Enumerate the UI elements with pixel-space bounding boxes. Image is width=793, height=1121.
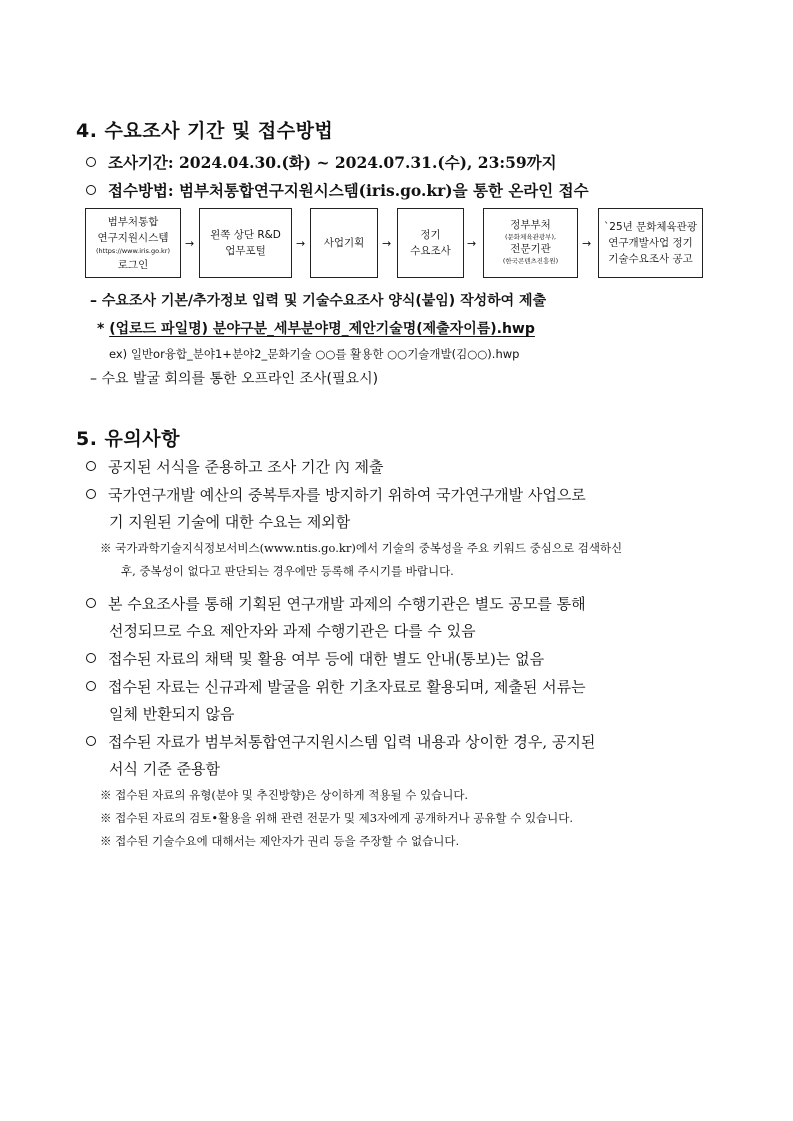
circle-bullet-icon	[86, 461, 96, 471]
notice-item-continued: 일체 반환되지 않음	[109, 705, 235, 723]
notice-item: 본 수요조사를 통해 기획된 연구개발 과제의 수행기관은 별도 공모를 통해	[86, 593, 586, 614]
arrow-right-icon: →	[185, 237, 195, 250]
flow-step-login: 범부처통합 연구지원시스템 (https://www.iris.go.kr) 로그인	[85, 208, 181, 278]
circle-bullet-icon	[86, 681, 96, 691]
circle-bullet-icon	[86, 736, 96, 746]
flow-step-survey: 정기 수요조사	[397, 208, 464, 278]
circle-bullet-icon	[86, 653, 96, 663]
flow-step-announcement: `25년 문화체육관광 연구개발사업 정기 기술수요조사 공고	[598, 208, 703, 278]
flow-step-agency: 정부부처 (문화체육관광부), 전문기관 (한국콘텐츠진흥원)	[483, 208, 578, 278]
notice-item-continued: 기 지원된 기술에 대한 수요는 제외함	[109, 513, 351, 531]
upload-filename: (업로드 파일명) 분야구분_세부분야명_제안기술명(제출자이름).hwp	[109, 321, 535, 337]
offline-survey-line: – 수요 발굴 회의를 통한 오프라인 조사(필요시)	[90, 371, 379, 387]
note-item: ※ 접수된 기술수요에 대해서는 제안자가 권리 등을 주장할 수 없습니다.	[100, 834, 460, 848]
arrow-right-icon: →	[467, 237, 477, 250]
submission-instruction: – 수요조사 기본/추가정보 입력 및 기술수요조사 양식(붙임) 작성하여 제출	[90, 293, 547, 309]
note-ntis: ※ 국가과학기술지식정보서비스(www.ntis.go.kr)에서 기술의 중복성을 주요 키워드 중심으로 검색하신	[100, 541, 623, 555]
upload-filename-line	[97, 318, 535, 338]
notice-item-continued: 선정되므로 수요 제안자와 과제 수행기관은 다를 수 있음	[109, 622, 476, 640]
asterisk-mark: *	[97, 321, 105, 337]
section4-title: 4. 수요조사 기간 및 접수방법	[76, 120, 334, 142]
notice-item: 국가연구개발 예산의 중복투자를 방지하기 위하여 국가연구개발 사업으로	[86, 484, 586, 505]
method-line	[86, 179, 589, 201]
filename-example: ex) 일반or융합_분야1+분야2_문화기술 ○○를 활용한 ○○기술개발(김○○).hwp	[109, 347, 520, 361]
notice-item: 접수된 자료가 범부처통합연구지원시스템 입력 내용과 상이한 경우, 공지된	[86, 731, 595, 752]
note-item: ※ 접수된 자료의 검토•활용을 위해 관련 전문가 및 제3자에게 공개하거나 공유할 수 있습니다.	[100, 811, 574, 825]
arrow-right-icon: →	[382, 237, 392, 250]
arrow-right-icon: →	[582, 237, 592, 250]
notice-item: 접수된 자료는 신규과제 발굴을 위한 기초자료로 활용되며, 제출된 서류는	[86, 676, 586, 697]
circle-bullet-icon	[86, 489, 96, 499]
circle-bullet-icon	[86, 157, 96, 167]
note-item: ※ 접수된 자료의 유형(분야 및 추진방향)은 상이하게 적용될 수 있습니다.	[100, 788, 469, 802]
arrow-right-icon: →	[296, 237, 306, 250]
circle-bullet-icon	[86, 598, 96, 608]
circle-bullet-icon	[86, 185, 96, 195]
note-ntis-continued: 후, 중복성이 없다고 판단되는 경우에만 등록해 주시기를 바랍니다.	[121, 564, 454, 578]
notice-item: 공지된 서식을 준용하고 조사 기간 內 제출	[86, 456, 383, 477]
flow-step-portal: 왼쪽 상단 R&D 업무포털	[199, 208, 292, 278]
notice-item-continued: 서식 기준 준용함	[109, 760, 220, 778]
method-text: 접수방법: 범부처통합연구지원시스템(iris.go.kr)을 통한 온라인 접수	[108, 181, 589, 200]
flow-step-planning: 사업기획	[310, 208, 378, 278]
section5-title: 5. 유의사항	[76, 428, 180, 450]
notice-item: 접수된 자료의 채택 및 활용 여부 등에 대한 별도 안내(통보)는 없음	[86, 648, 544, 669]
period-line	[86, 151, 557, 173]
period-text: 조사기간: 2024.04.30.(화) ~ 2024.07.31.(수), 23:59까지	[108, 153, 557, 172]
